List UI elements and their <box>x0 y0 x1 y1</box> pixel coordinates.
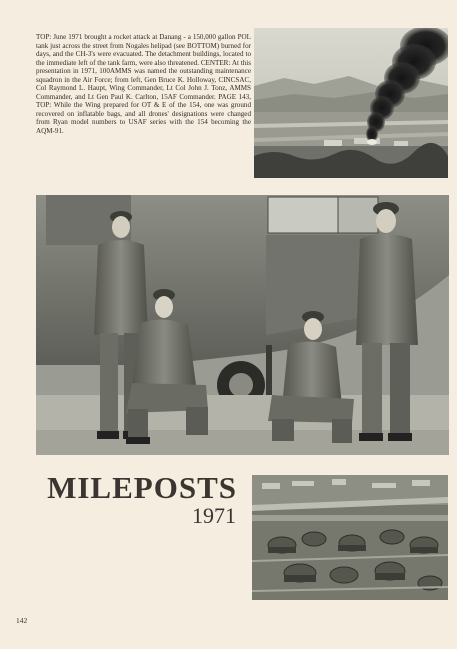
page-number: 142 <box>16 616 28 625</box>
smoke-plume-photo <box>254 28 448 178</box>
tank-farm-aerial-photo <box>252 475 448 600</box>
section-title: MILEPOSTS <box>47 470 237 505</box>
award-group-photo <box>36 195 449 455</box>
section-year: 1971 <box>192 503 236 528</box>
caption-text: TOP: June 1971 brought a rocket attack at Danang - a 150,000 gallon POL tank just across the street from Nogales helipad (see BOTTOM) burned for days, and the CH-3's were evacuated. The detachment buildings, located to the immediate left of the tank farm, were also threatened. CENTER: At this presentation in 1971, 100AMMS was named the outstanding maintenance squadron in the Air Force; from left, Gen Bruce K. Holloway, CINCSAC, Col Raymond L. Haupt, Wing Commander, Lt Col John J. Tonz, AMMS Commander, and Lt Gen Paul K. Carlton, 15AF Commander. PAGE 143, TOP: While the Wing prepared for OT & E of the 154, one was ground recovered on inflatable bags, and all drones' designations were changed from Ryan model numbers to USAF series with the 154 becoming the AQM-91. <box>36 33 251 136</box>
